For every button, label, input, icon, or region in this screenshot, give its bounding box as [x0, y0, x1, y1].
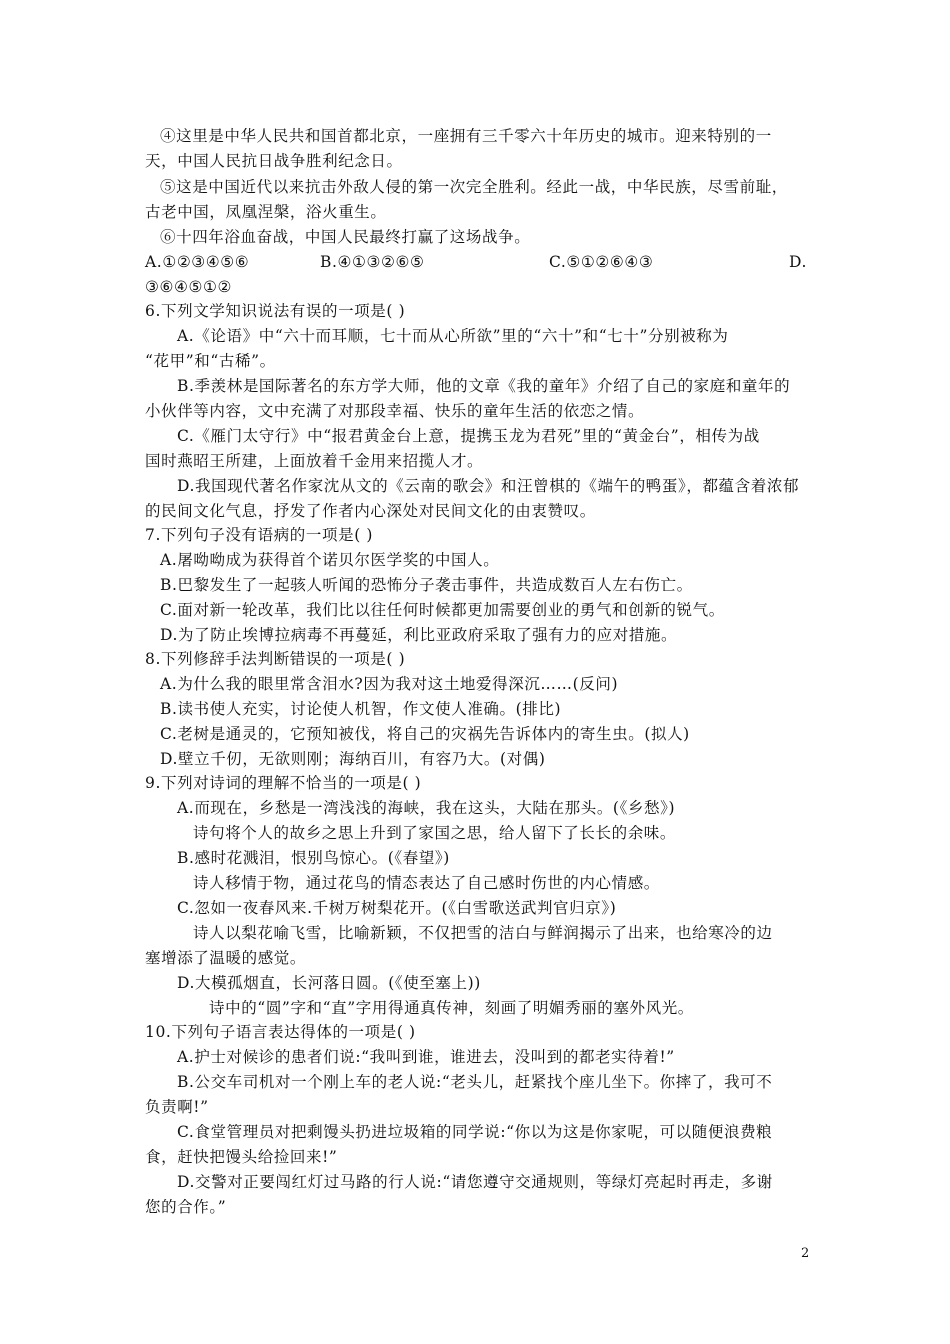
- q5-option-c: C.⑤①②⑥④③: [549, 253, 654, 271]
- q9-option-b-line-2: 诗人移情于物，通过花鸟的情态表达了自己感时伤世的内心情感。: [193, 874, 660, 892]
- q9-stem: 9.下列对诗词的理解不恰当的一项是( ): [145, 774, 422, 792]
- q9-option-d-line-2: 诗中的“圆”字和“直”字用得通真传神，刻画了明媚秀丽的塞外风光。: [209, 999, 694, 1017]
- q7-option-c: C.面对新一轮改革，我们比以往任何时候都更加需要创业的勇气和创新的锐气。: [160, 601, 725, 619]
- q10-option-b-line-1: B.公交车司机对一个刚上车的老人说:“老头儿，赶紧找个座儿坐下。你摔了，我可不: [177, 1073, 773, 1091]
- q6-option-a-line-2: “花甲”和“古稀”。: [145, 352, 276, 370]
- q5-option-d-label: D.: [789, 253, 808, 271]
- q10-stem: 10.下列句子语言表达得体的一项是( ): [145, 1023, 416, 1041]
- q8-option-d: D.壁立千仞，无欲则刚；海纳百川，有容乃大。(对偶): [160, 750, 546, 768]
- q8-option-b: B.读书使人充实，讨论使人机智，作文使人准确。(排比): [160, 700, 562, 718]
- q6-option-b-line-1: B.季羡林是国际著名的东方学大师，他的文章《我的童年》介绍了自己的家庭和童年的: [177, 377, 791, 395]
- q10-option-d-line-2: 您的合作。”: [145, 1198, 227, 1216]
- q9-option-c-line-1: C.忽如一夜春风来.千树万树梨花开。(《白雪歌送武判官归京》): [177, 899, 617, 917]
- q5-sentence-5-line-1: ⑤这是中国近代以来抗击外敌人侵的第一次完全胜利。经此一战，中华民族，尽雪前耻，: [160, 178, 788, 196]
- q8-stem: 8.下列修辞手法判断错误的一项是( ): [145, 650, 406, 668]
- q5-sentence-4-line-1: ④这里是中华人民共和国首都北京，一座拥有三千零六十年历史的城市。迎来特别的一: [160, 127, 772, 145]
- q7-option-a: A.屠呦呦成为获得首个诺贝尔医学奖的中国人。: [160, 551, 500, 569]
- q6-option-d-line-2: 的民间文化气息，抒发了作者内心深处对民间文化的由衷赞叹。: [145, 502, 596, 520]
- page-number: 2: [801, 1246, 810, 1261]
- q9-option-c-line-3: 塞增添了温暖的感觉。: [145, 949, 307, 967]
- q5-sentence-5-line-2: 古老中国，凤凰涅槃，浴火重生。: [145, 203, 387, 221]
- q7-option-b: B.巴黎发生了一起骇人听闻的恐怖分子袭击事件，共造成数百人左右伤亡。: [160, 576, 693, 594]
- q5-option-b: B.④①③②⑥⑤: [320, 253, 425, 271]
- q10-option-c-line-1: C.食堂管理员对把剩馒头扔进垃圾箱的同学说:“你以为这是你家呢，可以随便浪费粮: [177, 1123, 773, 1141]
- q10-option-b-line-2: 负责啊!”: [145, 1098, 209, 1116]
- q6-stem: 6.下列文学知识说法有误的一项是( ): [145, 302, 406, 320]
- q6-option-b-line-2: 小伙伴等内容，文中充满了对那段幸福、快乐的童年生活的依恋之情。: [145, 402, 645, 420]
- q9-option-a-line-1: A.而现在，乡愁是一湾浅浅的海峡，我在这头，大陆在那头。(《乡愁》): [177, 799, 676, 817]
- q5-sentence-4-line-2: 天，中国人民抗日战争胜利纪念日。: [145, 152, 403, 170]
- q8-option-c: C.老树是通灵的，它预知被伐，将自己的灾祸先告诉体内的寄生虫。(拟人): [160, 725, 690, 743]
- q10-option-c-line-2: 食，赶快把馒头给捡回来!”: [145, 1148, 338, 1166]
- q8-option-a: A.为什么我的眼里常含泪水?因为我对这土地爱得深沉……(反问): [160, 675, 619, 693]
- q6-option-a-line-1: A.《论语》中“六十而耳顺，七十而从心所欲”里的“六十”和“七十”分别被称为: [177, 327, 729, 345]
- q9-option-c-line-2: 诗人以梨花喻飞雪，比喻新颖，不仅把雪的洁白与鲜润揭示了出来，也给寒冷的边: [193, 924, 773, 942]
- q9-option-a-line-2: 诗句将个人的故乡之思上升到了家国之思，给人留下了长长的余味。: [193, 824, 677, 842]
- q5-sentence-6: ⑥十四年浴血奋战，中国人民最终打赢了这场战争。: [160, 228, 531, 246]
- q9-option-d-line-1: D.大模孤烟直，长河落日圆。(《使至塞上)): [177, 974, 481, 992]
- q5-option-d-value: ③⑥④⑤①②: [145, 278, 232, 296]
- q6-option-d-line-1: D.我国现代著名作家沈从文的《云南的歌会》和汪曾棋的《端午的鸭蛋》，都蕴含着浓郁: [177, 477, 800, 495]
- q6-option-c-line-1: C.《雁门太守行》中“报君黄金台上意，提携玉龙为君死”里的“黄金台”，相传为战: [177, 427, 760, 445]
- q10-option-d-line-1: D.交警对正要闯红灯过马路的行人说:“请您遵守交通规则，等绿灯亮起时再走，多谢: [177, 1173, 773, 1191]
- q6-option-c-line-2: 国时燕昭王所建，上面放着千金用来招揽人才。: [145, 452, 484, 470]
- q9-option-b-line-1: B.感时花溅泪，恨别鸟惊心。(《春望》): [177, 849, 450, 867]
- q5-option-a: A.①②③④⑤⑥: [145, 253, 250, 271]
- q7-option-d: D.为了防止埃博拉病毒不再蔓延，利比亚政府采取了强有力的应对措施。: [160, 626, 678, 644]
- q7-stem: 7.下列句子没有语病的一项是( ): [145, 526, 374, 544]
- q10-option-a: A.护士对候诊的患者们说:“我叫到谁，谁进去，没叫到的都老实待着!”: [177, 1048, 675, 1066]
